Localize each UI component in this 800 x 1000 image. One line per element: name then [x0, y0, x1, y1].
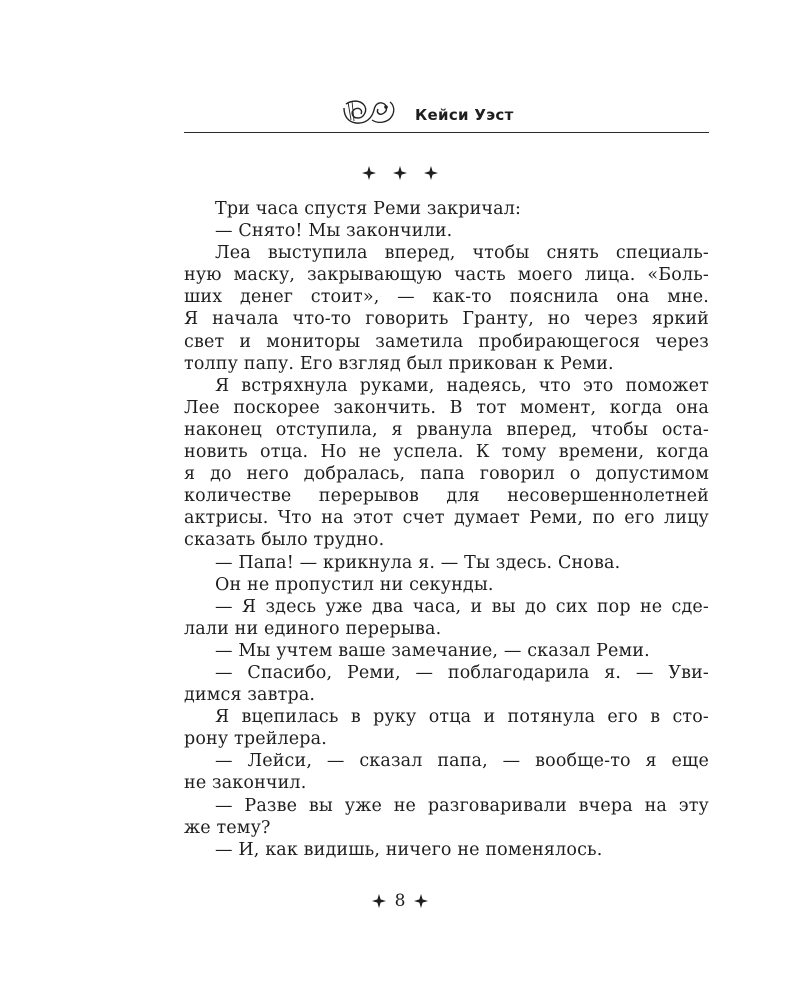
text-line: — Спасибо, Реми, — поблагодарила я. — Уви- — [215, 662, 709, 683]
text-line: Я вцепилась в руку отца и потянула его в сто- — [215, 707, 709, 728]
text-line: — Лейси, — сказал папа, — вообще-то я еще — [215, 751, 709, 772]
four-point-star-icon — [362, 166, 376, 180]
text-line: же тему? — [184, 817, 271, 838]
text-line: наконец отступила, я рванула вперед, чтобы оста- — [184, 419, 709, 440]
text-line: — Я здесь уже два часа, и вы до сих пор не сде- — [215, 596, 709, 617]
text-line: Три часа спустя Реми закричал: — [215, 199, 522, 219]
text-line: ших денег стоит», — как-то пояснила она мне. — [184, 287, 709, 308]
text-line: — Разве вы уже не разговаривали вчера на эту — [215, 795, 709, 816]
text-line: не закончил. — [184, 773, 307, 794]
text-line: Леа выступила вперед, чтобы снять специаль- — [215, 243, 709, 264]
header-rule — [184, 132, 709, 133]
four-point-star-icon — [424, 166, 438, 180]
page-folio — [0, 888, 800, 913]
running-head — [184, 96, 709, 132]
running-head-author: Кейси Уэст — [415, 106, 514, 124]
text-line: количестве перерывов для несовершеннолетней — [184, 486, 709, 507]
text-line: новить отца. Но не успела. К тому времени, когда — [184, 442, 709, 463]
text-line: рону трейлера. — [184, 729, 327, 750]
swash-ornament-icon — [342, 96, 398, 128]
text-line: свет и мониторы заметила пробирающегося через — [184, 331, 709, 352]
page-number: 8 — [394, 890, 406, 911]
text-line: димся завтра. — [184, 685, 316, 706]
text-line: ную маску, закрывающую часть моего лица. «Боль- — [184, 265, 709, 286]
text-line: Лее поскорее закончить. В тот момент, когда она — [184, 397, 709, 418]
body-text — [184, 198, 709, 861]
four-point-star-icon — [414, 894, 428, 908]
text-line: — И, как видишь, ничего не поменялось. — [215, 839, 603, 860]
text-line: Я встряхнула руками, надеясь, что это поможет — [215, 375, 709, 396]
text-line: актрисы. Что на этот счет думает Реми, по его лицу — [184, 508, 709, 529]
text-line: — Снято! Мы закончили. — [215, 221, 453, 242]
text-line: толпу папу. Его взгляд был прикован к Реми. — [184, 353, 614, 374]
text-line: сказать было трудно. — [184, 530, 385, 551]
section-divider — [0, 162, 800, 186]
four-point-star-icon — [372, 894, 386, 908]
four-point-star-icon — [393, 166, 407, 180]
text-line: я до него добралась, папа говорил о допустимом — [184, 464, 709, 485]
text-line: — Папа! — крикнула я. — Ты здесь. Снова. — [215, 552, 621, 573]
text-line: Он не пропустил ни секунды. — [215, 574, 494, 595]
text-line: лали ни единого перерыва. — [184, 618, 442, 639]
text-line: Я начала что-то говорить Гранту, но через яркий — [184, 309, 709, 330]
text-line: — Мы учтем ваше замечание, — сказал Реми. — [215, 640, 650, 661]
